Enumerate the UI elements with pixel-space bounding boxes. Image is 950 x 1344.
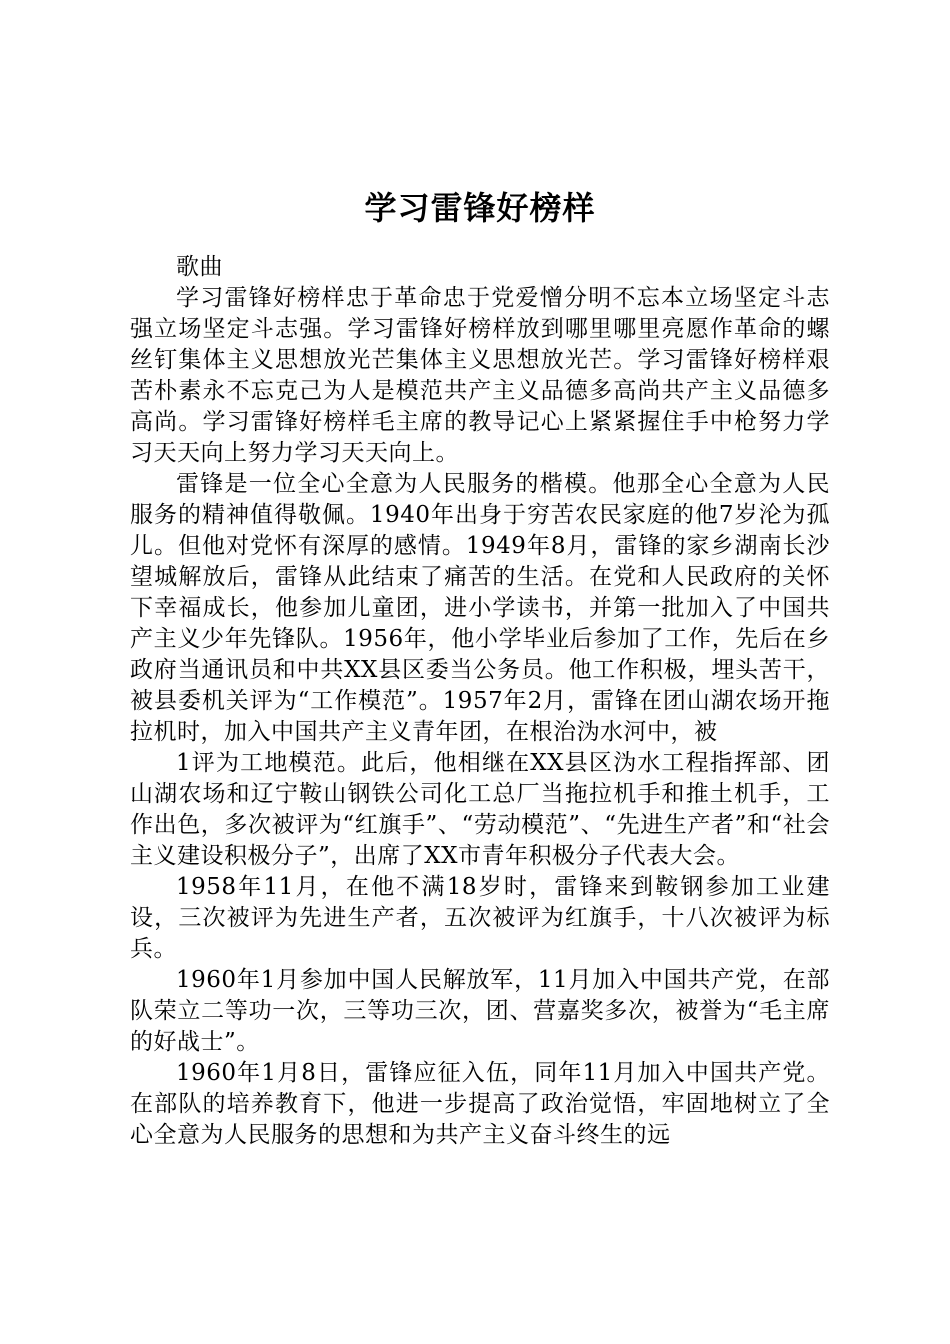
paragraph-biography-early: 雷锋是一位全心全意为人民服务的楷模。他那全心全意为人民服务的精神值得敬佩。1940年出身于穷苦农民家庭的他7岁沦为孤儿。但他对党怀有深厚的感情。1949年8月，雷锋的家乡湖南长沙望城解放后，雷锋从此结束了痛苦的生活。在党和人民政府的关怀下幸福成长，他参加儿童团，进小学读书，并第一批加入了中国共产主义少年先锋队。1956年，他小学毕业后参加了工作，先后在乡政府当通讯员和中共XX县区委当公务员。他工作积极，埋头苦干，被县委机关评为“工作模范”。1957年2月，雷锋在团山湖农场开拖拉机时，加入中国共产主义青年团，在根治沩水河中，被 bbox=[130, 471, 830, 745]
paragraph-genre: 歌曲 bbox=[176, 254, 223, 280]
paragraph-biography-work: 1评为工地模范。此后，他相继在XX县区沩水工程指挥部、团山湖农场和辽宁鞍山钢铁公司化工总厂当拖拉机手和推土机手，工作出色，多次被评为“红旗手”、“劳动模范”、“先进生产者”和“社会主义建设积极分子”，出席了XX市青年积极分子代表大会。 bbox=[130, 750, 830, 869]
paragraph-lyrics: 学习雷锋好榜样忠于革命忠于党爱憎分明不忘本立场坚定斗志强立场坚定斗志强。学习雷锋好榜样放到哪里哪里亮愿作革命的螺丝钉集体主义思想放光芒集体主义思想放光芒。学习雷锋好榜样艰苦朴素永不忘克己为人是模范共产主义品德多高尚共产主义品德多高尚。学习雷锋好榜样毛主席的教导记心上紧紧握住手中枪努力学习天天向上努力学习天天向上。 bbox=[130, 285, 830, 466]
paragraph-biography-army: 1960年1月参加中国人民解放军，11月加入中国共产党，在部队荣立二等功一次，三等功三次，团、营嘉奖多次，被誉为“毛主席的好战士”。 bbox=[130, 967, 830, 1055]
document-page bbox=[130, 186, 830, 1151]
paragraph-biography-enlist: 1960年1月8日，雷锋应征入伍，同年11月加入中国共产党。在部队的培养教育下，他进一步提高了政治觉悟，牢固地树立了全心全意为人民服务的思想和为共产主义奋斗终生的远 bbox=[130, 1060, 830, 1148]
document-title: 学习雷锋好榜样 bbox=[364, 189, 596, 227]
paragraph-biography-ansteel: 1958年11月，在他不满18岁时，雷锋来到鞍钢参加工业建设，三次被评为先进生产者，五次被评为红旗手，十八次被评为标兵。 bbox=[130, 874, 830, 962]
